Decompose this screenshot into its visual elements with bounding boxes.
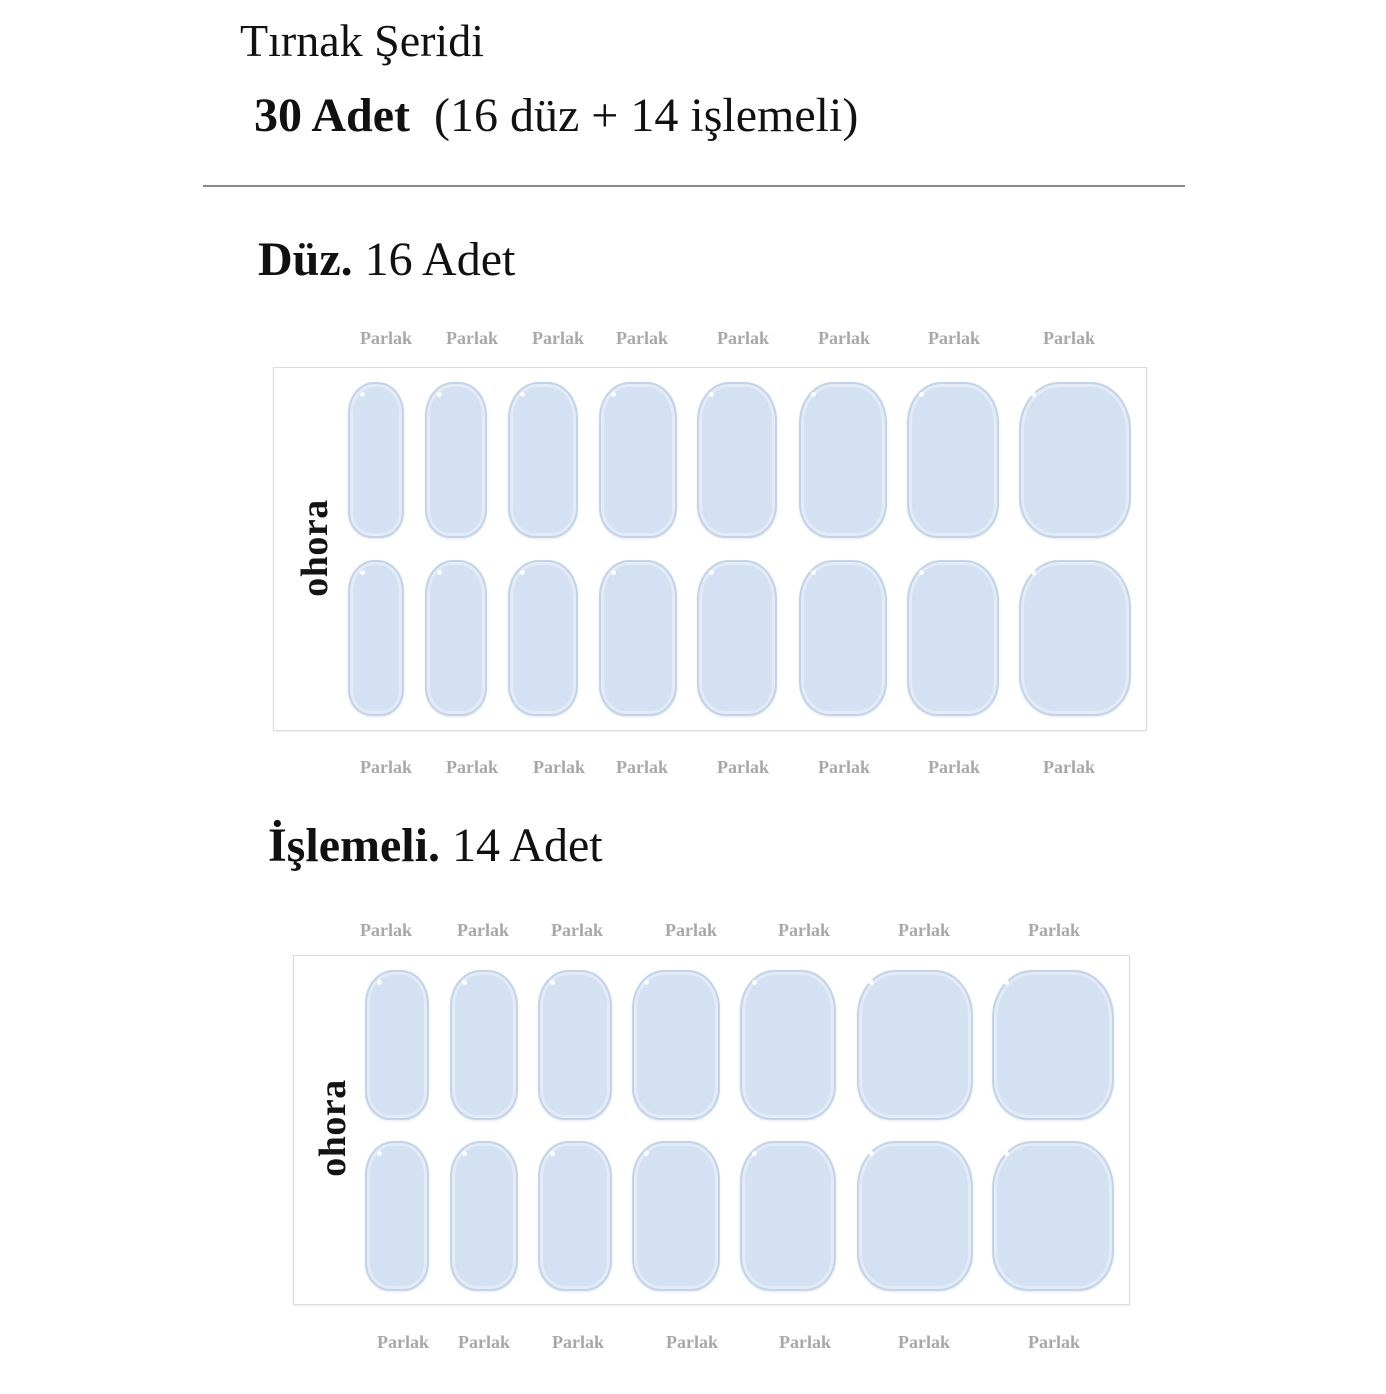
plain_section-nail-sticker[interactable] [599,382,677,538]
plain_section-nail-sticker[interactable] [1019,560,1131,716]
pattern_section-top-label: Parlak [1028,920,1080,940]
plain_section-bottom-label: Parlak [616,757,668,777]
plain_section-nail-sticker[interactable] [907,382,999,538]
plain_section-top-label: Parlak [928,328,980,348]
plain_section-nail-sticker[interactable] [799,382,887,538]
pattern_section-nail-sticker[interactable] [450,1141,518,1291]
brand-logo-pattern: ohora [311,1079,354,1177]
pattern_section-nail-sticker[interactable] [992,970,1114,1120]
pattern_section-top-label: Parlak [778,920,830,940]
plain_section-bottom-label: Parlak [446,757,498,777]
plain_section-top-label: Parlak [1043,328,1095,348]
pattern-section-heading [268,818,603,873]
plain_section-nail-sticker[interactable] [1019,382,1131,538]
pattern_section-bottom-label: Parlak [666,1332,718,1352]
pattern_section-bottom-label: Parlak [377,1332,429,1352]
plain_section-top-label: Parlak [532,328,584,348]
plain_section-bottom-label: Parlak [1043,757,1095,777]
plain_section-top-label: Parlak [616,328,668,348]
piece-count-detail: (16 düz + 14 işlemeli) [434,89,859,142]
plain_section-nail-sticker[interactable] [697,382,777,538]
pattern_section-top-label: Parlak [551,920,603,940]
pattern_section-top-label: Parlak [457,920,509,940]
pattern_section-top-label: Parlak [360,920,412,940]
brand-logo-plain: ohora [293,499,336,597]
header-divider [203,185,1185,187]
pattern_section-bottom-label: Parlak [1028,1332,1080,1352]
plain_section-top-label: Parlak [360,328,412,348]
pattern_section-nail-sticker[interactable] [857,970,973,1120]
pattern_section-nail-sticker[interactable] [740,970,836,1120]
plain_section-bottom-label: Parlak [360,757,412,777]
pattern-heading-bold: İşlemeli. [268,819,440,872]
page-title: Tırnak Şeridi [240,15,484,66]
pattern_section-bottom-label: Parlak [779,1332,831,1352]
pattern_section-nail-sticker[interactable] [632,970,720,1120]
plain_section-nail-sticker[interactable] [599,560,677,716]
plain_section-nail-sticker[interactable] [348,382,404,538]
plain_section-nail-sticker[interactable] [907,560,999,716]
plain_section-top-label: Parlak [717,328,769,348]
plain_section-top-label: Parlak [818,328,870,348]
plain_section-bottom-label: Parlak [533,757,585,777]
pattern_section-top-label: Parlak [665,920,717,940]
plain-section-heading [258,232,515,287]
pattern_section-nail-sticker[interactable] [538,1141,612,1291]
plain_section-bottom-label: Parlak [818,757,870,777]
pattern-heading-count: 14 Adet [451,819,603,872]
pattern_section-nail-sticker[interactable] [450,970,518,1120]
plain_section-nail-sticker[interactable] [508,382,578,538]
pattern_section-top-label: Parlak [898,920,950,940]
plain_section-nail-sticker[interactable] [348,560,404,716]
plain-heading-count: 16 Adet [364,233,516,286]
pattern_section-nail-sticker[interactable] [365,1141,429,1291]
pattern_section-nail-sticker[interactable] [740,1141,836,1291]
plain_section-nail-sticker[interactable] [508,560,578,716]
pattern_section-nail-sticker[interactable] [992,1141,1114,1291]
plain_section-nail-sticker[interactable] [799,560,887,716]
pattern_section-nail-sticker[interactable] [538,970,612,1120]
pattern_section-bottom-label: Parlak [898,1332,950,1352]
plain_section-nail-sticker[interactable] [425,560,487,716]
plain_section-bottom-label: Parlak [717,757,769,777]
plain_section-nail-sticker[interactable] [697,560,777,716]
plain_section-bottom-label: Parlak [928,757,980,777]
piece-count-total: 30 Adet [254,89,410,142]
pattern_section-bottom-label: Parlak [552,1332,604,1352]
plain_section-nail-sticker[interactable] [425,382,487,538]
pattern_section-nail-sticker[interactable] [365,970,429,1120]
pattern_section-nail-sticker[interactable] [857,1141,973,1291]
plain-heading-bold: Düz. [258,233,353,286]
pattern_section-bottom-label: Parlak [458,1332,510,1352]
plain_section-top-label: Parlak [446,328,498,348]
pattern_section-nail-sticker[interactable] [632,1141,720,1291]
piece-count [254,88,858,143]
